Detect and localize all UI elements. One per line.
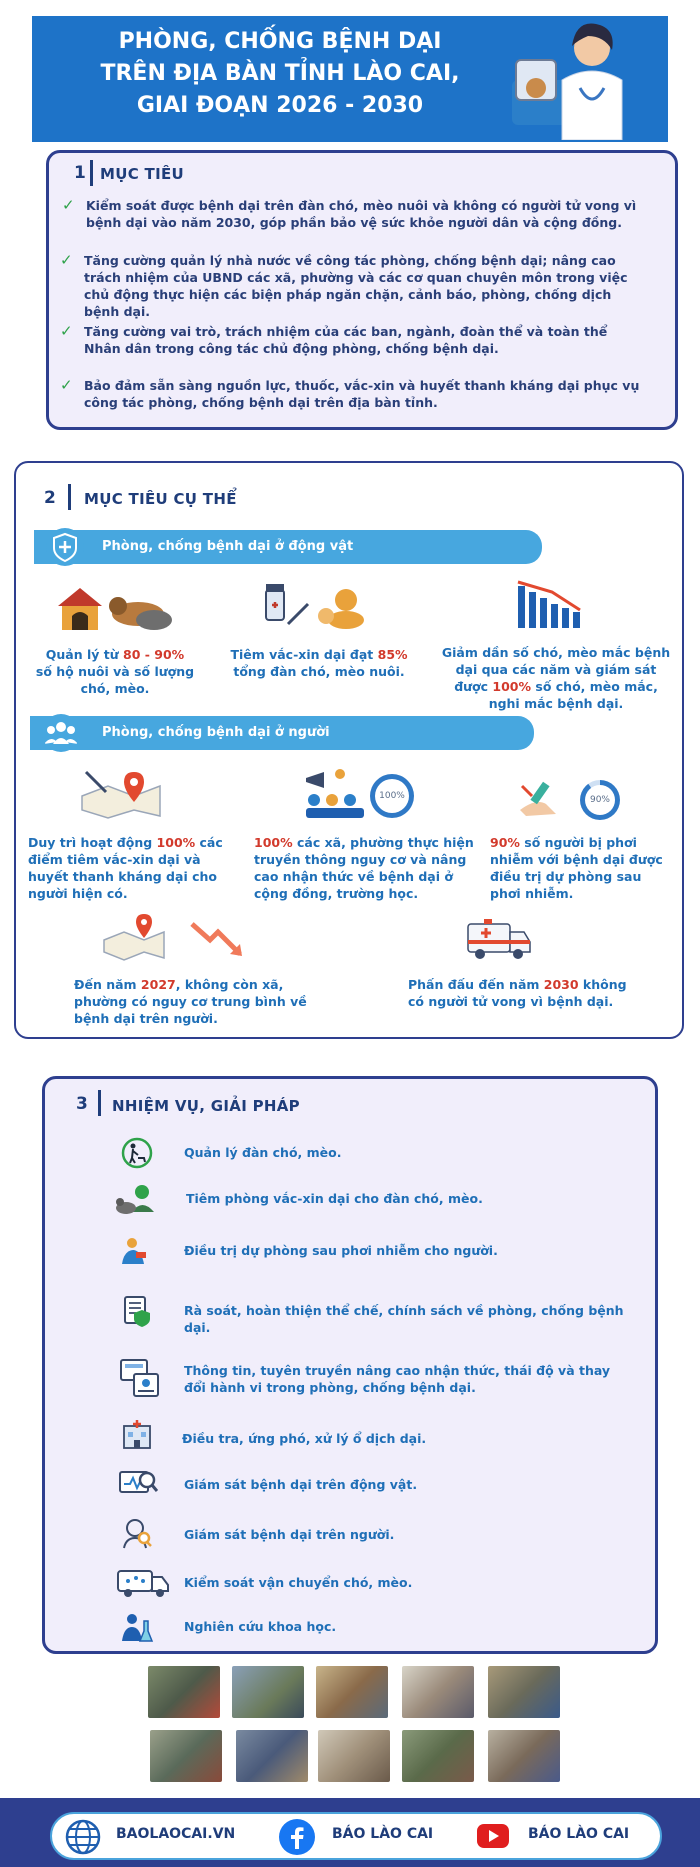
title-line-2: TRÊN ĐỊA BÀN TỈNH LÀO CAI, [100, 61, 460, 86]
injection-treatment-icon [516, 778, 562, 818]
patient-treatment-icon [116, 1234, 150, 1268]
title-line-1: PHÒNG, CHỐNG BỆNH DẠI [118, 29, 442, 54]
goal-item: Bảo đảm sẵn sàng nguồn lực, thuốc, vắc-xin và huyết thanh kháng dại phục vụ công tác phòng, chống bệnh dại trên địa bàn tỉnh. [84, 378, 640, 410]
dog-house-icon [54, 584, 179, 632]
task-item: Thông tin, tuyên truyền nâng cao nhận thức, thái độ và thay đổi hành vi trong phòng, chống bệnh dại. [184, 1363, 611, 1395]
human-stat-vaccination-points: Duy trì hoạt động 100% các điểm tiêm vắc-xin dại và huyết thanh kháng dại cho người hiện có. [28, 835, 223, 901]
task-item: Tiêm phòng vắc-xin dại cho đàn chó, mèo. [186, 1191, 483, 1206]
stat-value: 2030 [543, 977, 579, 992]
human-prevention-banner [30, 716, 534, 750]
activity-photo [150, 1730, 222, 1782]
activity-photo [402, 1666, 474, 1718]
map-declining-arrow-icon [100, 910, 250, 962]
declining-bar-chart-icon [514, 576, 586, 632]
website-link[interactable]: BAOLAOCAI.VN [116, 1826, 236, 1842]
activity-photo [318, 1730, 390, 1782]
section-3-number: 3 [76, 1094, 88, 1114]
section-3-divider [98, 1090, 101, 1116]
activity-photo [232, 1666, 304, 1718]
title-line-3: GIAI ĐOẠN 2026 - 2030 [136, 93, 424, 118]
check-icon: ✓ [62, 196, 75, 214]
section-2-divider [68, 484, 71, 510]
person-magnifier-icon [120, 1516, 154, 1550]
animal-stat-vaccination: Tiêm vắc-xin dại đạt 85% tổng đàn chó, mèo nuôi. [230, 647, 408, 679]
dog-walking-icon [120, 1136, 154, 1170]
goal-item: Tăng cường vai trò, trách nhiệm của các ban, ngành, đoàn thể và toàn thể Nhân dân trong công tác chủ động phòng, chống bệnh dại. [84, 324, 608, 356]
facebook-link[interactable]: BÁO LÀO CAI [332, 1826, 434, 1842]
section-3-title: NHIỆM VỤ, GIẢI PHÁP [112, 1097, 300, 1115]
animal-stat-management: Quản lý từ 80 - 90% số hộ nuôi và số lượng chó, mèo. [35, 647, 195, 696]
activity-photo [236, 1730, 308, 1782]
task-item: Giám sát bệnh dại trên người. [184, 1527, 395, 1542]
section-2-number: 2 [44, 488, 56, 508]
progress-ring-90-label: 90% [585, 785, 615, 815]
activity-photo [316, 1666, 388, 1718]
task-item: Điều tra, ứng phó, xử lý ổ dịch dại. [182, 1431, 427, 1446]
pet-vaccination-icon [114, 1182, 158, 1216]
stat-value: 85% [377, 647, 408, 662]
check-icon: ✓ [60, 376, 73, 394]
activity-photo [402, 1730, 474, 1782]
animal-stat-surveillance: Giảm dần số chó, mèo mắc bệnh dại qua các năm và giám sát được 100% số chó, mèo mắc, nghi mắc bệnh dại. [441, 645, 671, 711]
task-item: Giám sát bệnh dại trên động vật. [184, 1477, 418, 1492]
people-group-icon [42, 714, 80, 752]
check-icon: ✓ [60, 251, 73, 269]
progress-ring-100 [370, 774, 414, 818]
activity-photo [148, 1666, 220, 1718]
policy-document-icon [120, 1294, 154, 1328]
ambulance-icon [464, 914, 534, 962]
goal-item: Tăng cường quản lý nhà nước về công tác phòng, chống bệnh dại; nâng cao trách nhiệm của UBND các xã, phường và các cơ quan chuyên môn trong việc chủ động thực hiện các biện pháp ngăn chặn, cảnh báo, phòng, chống dịch bệnh dại. [84, 253, 628, 319]
animal-transport-truck-icon [116, 1565, 170, 1599]
doctor-illustration [492, 10, 642, 140]
stat-value: 2027 [140, 977, 176, 992]
youtube-icon[interactable] [476, 1822, 510, 1850]
progress-ring-100-label: 100% [375, 779, 409, 813]
human-stat-no-risk-2027: Đến năm 2027, không còn xã, phường có nguy cơ trung bình về bệnh dại trên người. [74, 977, 307, 1026]
stat-value: 100% [156, 835, 196, 850]
monitor-search-icon [118, 1466, 158, 1500]
human-prevention-label: Phòng, chống bệnh dại ở người [102, 725, 330, 740]
human-stat-zero-deaths-2030: Phấn đấu đến năm 2030 không có người tử vong vì bệnh dại. [408, 977, 627, 1009]
facebook-icon[interactable] [278, 1818, 316, 1856]
section-1-title: MỤC TIÊU [100, 165, 184, 183]
activity-photo [488, 1730, 560, 1782]
activity-photo [488, 1666, 560, 1718]
check-icon: ✓ [60, 322, 73, 340]
human-stat-communication: 100% các xã, phường thực hiện truyền thông nguy cơ và nâng cao nhận thức về bệnh dại ở cộng đồng, trường học. [254, 835, 474, 901]
human-stat-post-exposure: 90% số người bị phơi nhiễm với bệnh dại được điều trị dự phòng sau phơi nhiễm. [490, 835, 663, 901]
task-item: Nghiên cứu khoa học. [184, 1619, 337, 1634]
animal-prevention-banner [34, 530, 542, 564]
progress-ring-90 [580, 780, 620, 820]
vaccine-pets-icon [262, 580, 374, 630]
media-communication-icon [118, 1356, 162, 1400]
task-item: Rà soát, hoàn thiện thể chế, chính sách về phòng, chống bệnh dại. [184, 1303, 624, 1335]
youtube-link[interactable]: BÁO LÀO CAI [528, 1826, 630, 1842]
section-1-number: 1 [74, 163, 86, 183]
section-1-divider [90, 160, 93, 186]
globe-icon [64, 1818, 102, 1856]
hospital-building-icon [120, 1418, 154, 1452]
scientist-research-icon [120, 1611, 154, 1645]
task-item: Kiểm soát vận chuyển chó, mèo. [184, 1575, 413, 1590]
task-item: Điều trị dự phòng sau phơi nhiễm cho người. [184, 1243, 498, 1258]
stat-value: 80 - 90% [123, 647, 185, 662]
task-item: Quản lý đàn chó, mèo. [184, 1145, 342, 1160]
stat-value: 90% [490, 835, 520, 850]
community-communication-icon [300, 764, 370, 820]
shield-hand-icon [46, 528, 84, 566]
section-2-title: MỤC TIÊU CỤ THỂ [84, 490, 237, 508]
page-title [80, 26, 480, 122]
map-location-icon [78, 766, 164, 820]
goal-item: Kiểm soát được bệnh dại trên đàn chó, mèo nuôi và không có người tử vong vì bệnh dại vào năm 2030, góp phần bảo vệ sức khỏe người dân và cộng đồng. [86, 198, 637, 230]
animal-prevention-label: Phòng, chống bệnh dại ở động vật [102, 539, 354, 554]
stat-value: 100% [254, 835, 293, 850]
stat-value: 100% [492, 679, 532, 694]
